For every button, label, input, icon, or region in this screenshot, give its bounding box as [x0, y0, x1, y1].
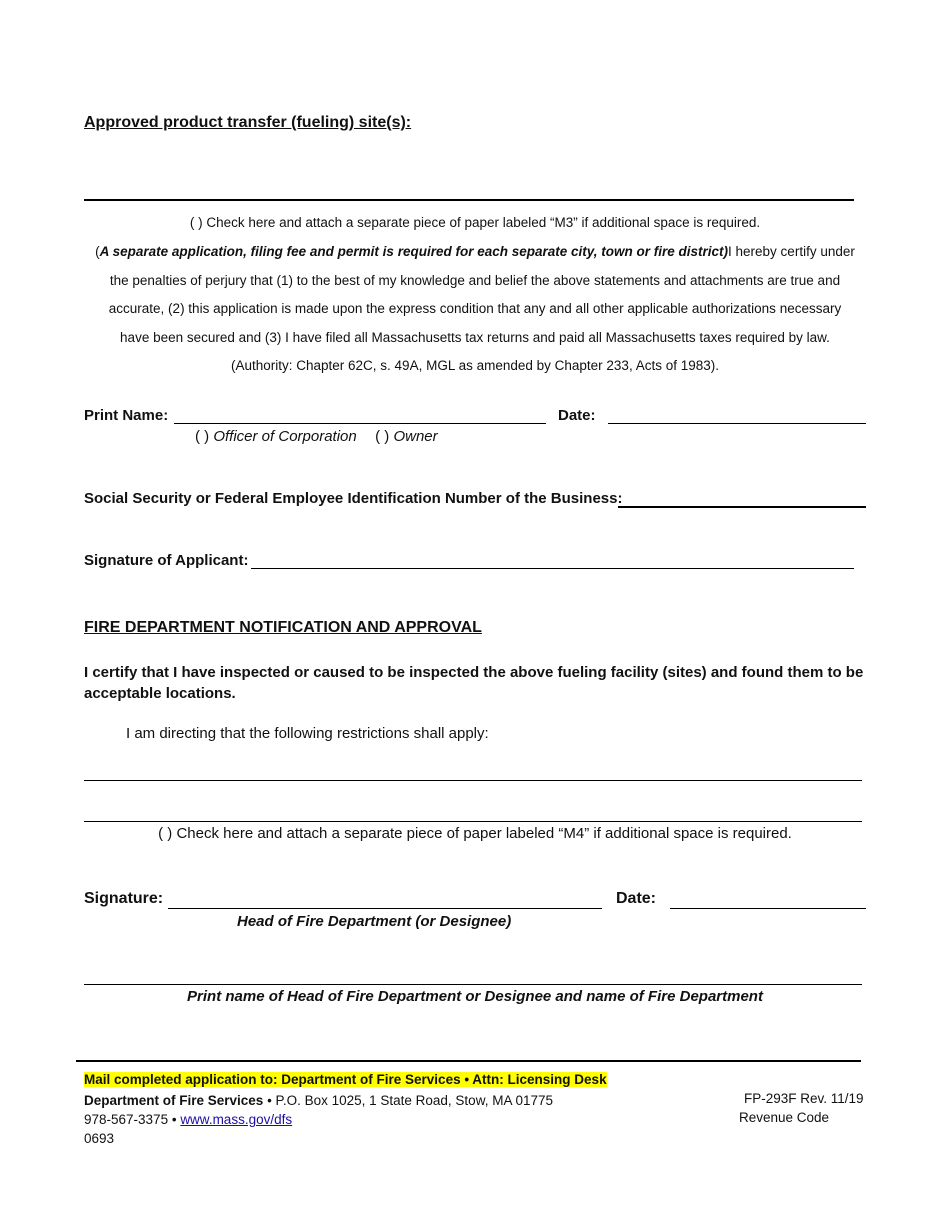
- dfs-website-link[interactable]: www.mass.gov/dfs: [180, 1112, 293, 1127]
- fire-signature-label: Signature:: [84, 890, 164, 907]
- sites-heading: Approved product transfer (fueling) site(s):: [84, 114, 412, 131]
- fire-chief-name-field[interactable]: [84, 984, 862, 985]
- applicant-signature-label: Signature of Applicant:: [84, 552, 249, 569]
- revenue-code-label: Revenue Code: [739, 1110, 830, 1125]
- ssn-field[interactable]: [618, 506, 866, 508]
- head-of-fire-caption: Head of Fire Department (or Designee): [237, 913, 512, 930]
- separate-application-note: A separate application, filing fee and permit is required for each separate city, town or fire district): [99, 244, 729, 259]
- restrictions-label: I am directing that the following restrictions shall apply:: [126, 725, 489, 742]
- owner-option-label: Owner: [393, 428, 438, 445]
- form-revision: FP-293F Rev. 11/19: [744, 1091, 864, 1106]
- officer-option-label: Officer of Corporation: [213, 428, 357, 445]
- fire-date-label: Date:: [616, 890, 657, 907]
- footer-code: 0693: [84, 1131, 115, 1146]
- print-name-date-label: Date:: [558, 407, 596, 424]
- fire-dept-heading: FIRE DEPARTMENT NOTIFICATION AND APPROVAL: [84, 619, 482, 636]
- applicant-signature-field[interactable]: [251, 568, 854, 569]
- restrictions-line-2[interactable]: [84, 821, 862, 822]
- footer-address: • P.O. Box 1025, 1 State Road, Stow, MA 01775: [263, 1093, 553, 1108]
- ssn-label: Social Security or Federal Employee Identification Number of the Business:: [84, 490, 623, 507]
- owner-checkbox[interactable]: ( ): [375, 428, 390, 445]
- fire-certify-statement: I certify that I have inspected or caused to be inspected the above fueling facility (sites) and found them to be acceptable locations.: [84, 664, 864, 702]
- print-name-date-field[interactable]: [608, 423, 866, 424]
- print-name-field[interactable]: [174, 423, 546, 424]
- footer-phone: 978-567-3375 •: [84, 1112, 181, 1127]
- fire-signature-field[interactable]: [168, 908, 602, 909]
- footer-dept-name: Department of Fire Services: [84, 1093, 264, 1108]
- restrictions-line-1[interactable]: [84, 780, 862, 781]
- officer-checkbox[interactable]: ( ): [195, 428, 210, 445]
- print-name-caption: Print name of Head of Fire Department or Designee and name of Fire Department: [187, 988, 763, 1005]
- certification-paragraph: (A separate application, filing fee and permit is required for each separate city, town or fire district)I hereby certify under the penalties of perjury that (1) to the best of my knowledge and belief the above statements and attachments are true and accurate, (2) this application is made upon the express condition that any and all other applicable authorizations necessary have been secured and (3) I have filed all Massachusetts tax returns and paid all Massachusetts taxes required by law. (Authority: Chapter 62C, s. 49A, MGL as amended by Chapter 233, Acts of 1983).: [95, 244, 855, 373]
- m3-checkbox-note[interactable]: ( ) Check here and attach a separate piece of paper labeled “M3” if additional space is required.: [189, 215, 761, 230]
- role-options: [195, 428, 438, 445]
- fire-date-field[interactable]: [670, 908, 866, 909]
- footer-contact: [84, 1091, 553, 1148]
- footer-divider: [76, 1060, 861, 1062]
- sites-entry-line[interactable]: [84, 199, 854, 201]
- m4-checkbox-note[interactable]: ( ) Check here and attach a separate piece of paper labeled “M4” if additional space is required.: [158, 825, 792, 842]
- mail-instructions: Mail completed application to: Department of Fire Services • Attn: Licensing Desk: [84, 1072, 607, 1087]
- print-name-label: Print Name:: [84, 407, 169, 424]
